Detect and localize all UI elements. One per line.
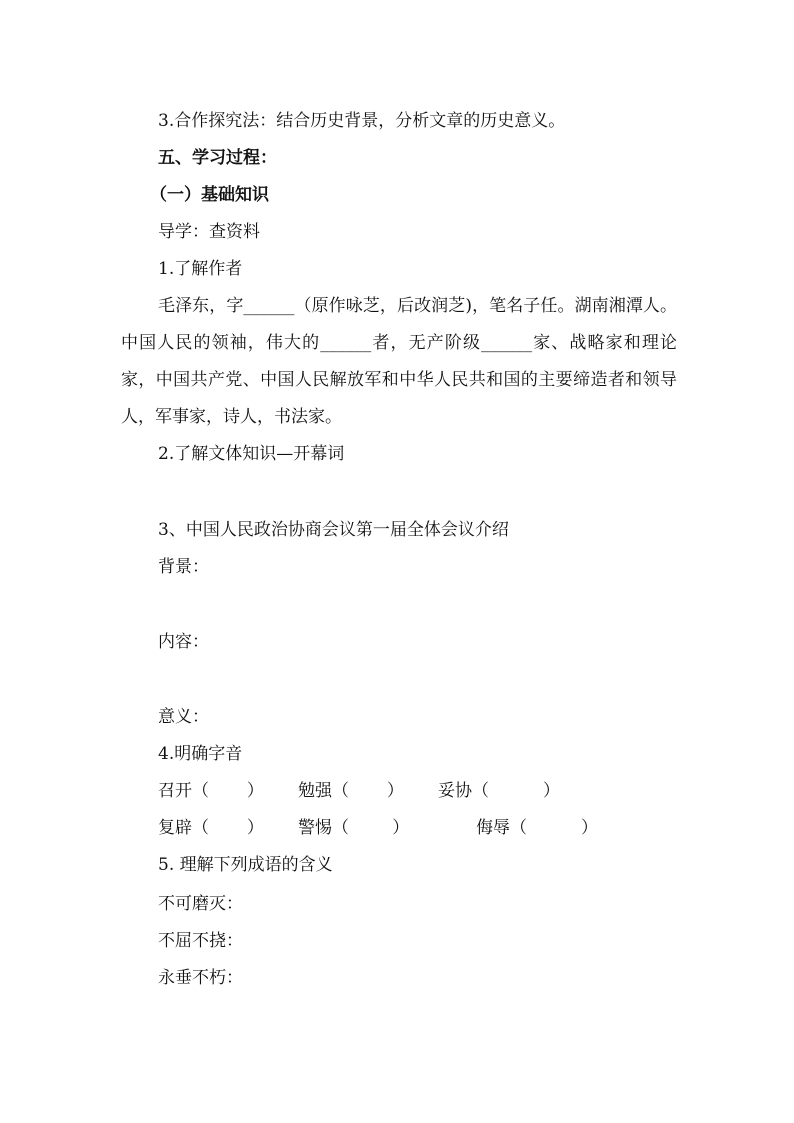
- word-mianqiang: 勉强（ ）: [298, 781, 404, 801]
- item-conference-heading: 3、中国人民政治协商会议第一届全体会议介绍: [158, 520, 509, 540]
- significance-label: 意义：: [158, 707, 209, 727]
- guide-line: 导学：查资料: [158, 222, 260, 242]
- item-author-heading: 1.了解作者: [158, 259, 243, 279]
- author-paragraph: 毛泽东，字______（原作咏芝，后改润芝)，笔名子任。湖南湘潭人。中国人民的领袖，伟大的______者，无产阶级______家、战略家和理论家，中国共产党、中国人民解放军和中华人民共和国的主要缔造者和领导人，军事家，诗人，书法家。: [121, 296, 677, 427]
- item-genre-heading: 2.了解文体知识—开幕词: [158, 444, 345, 464]
- background-label: 背景：: [158, 557, 209, 577]
- word-zhaokai: 召开（ ）: [158, 781, 264, 801]
- idiom-buqubunao: 不屈不挠：: [158, 931, 243, 951]
- method-line: 3.合作探究法：结合历史背景，分析文章的历史意义。: [158, 111, 566, 131]
- word-fubi: 复辟（ ）: [158, 818, 264, 838]
- content-label: 内容：: [158, 632, 209, 652]
- idiom-bukemomie: 不可磨灭：: [158, 894, 243, 914]
- item-pronunciation-heading: 4.明确字音: [158, 744, 243, 764]
- word-tuoxie: 妥协（ ）: [438, 781, 561, 801]
- subsection-heading: （一）基础知识: [150, 185, 269, 205]
- idiom-yongchuibuxiu: 永垂不朽：: [158, 968, 243, 988]
- section-heading: 五、学习过程：: [158, 148, 277, 168]
- item-idioms-heading: 5. 理解下列成语的含义: [158, 855, 333, 875]
- word-jingti: 警惕（ ）: [298, 818, 410, 838]
- word-wuru: 侮辱（ ）: [476, 818, 599, 838]
